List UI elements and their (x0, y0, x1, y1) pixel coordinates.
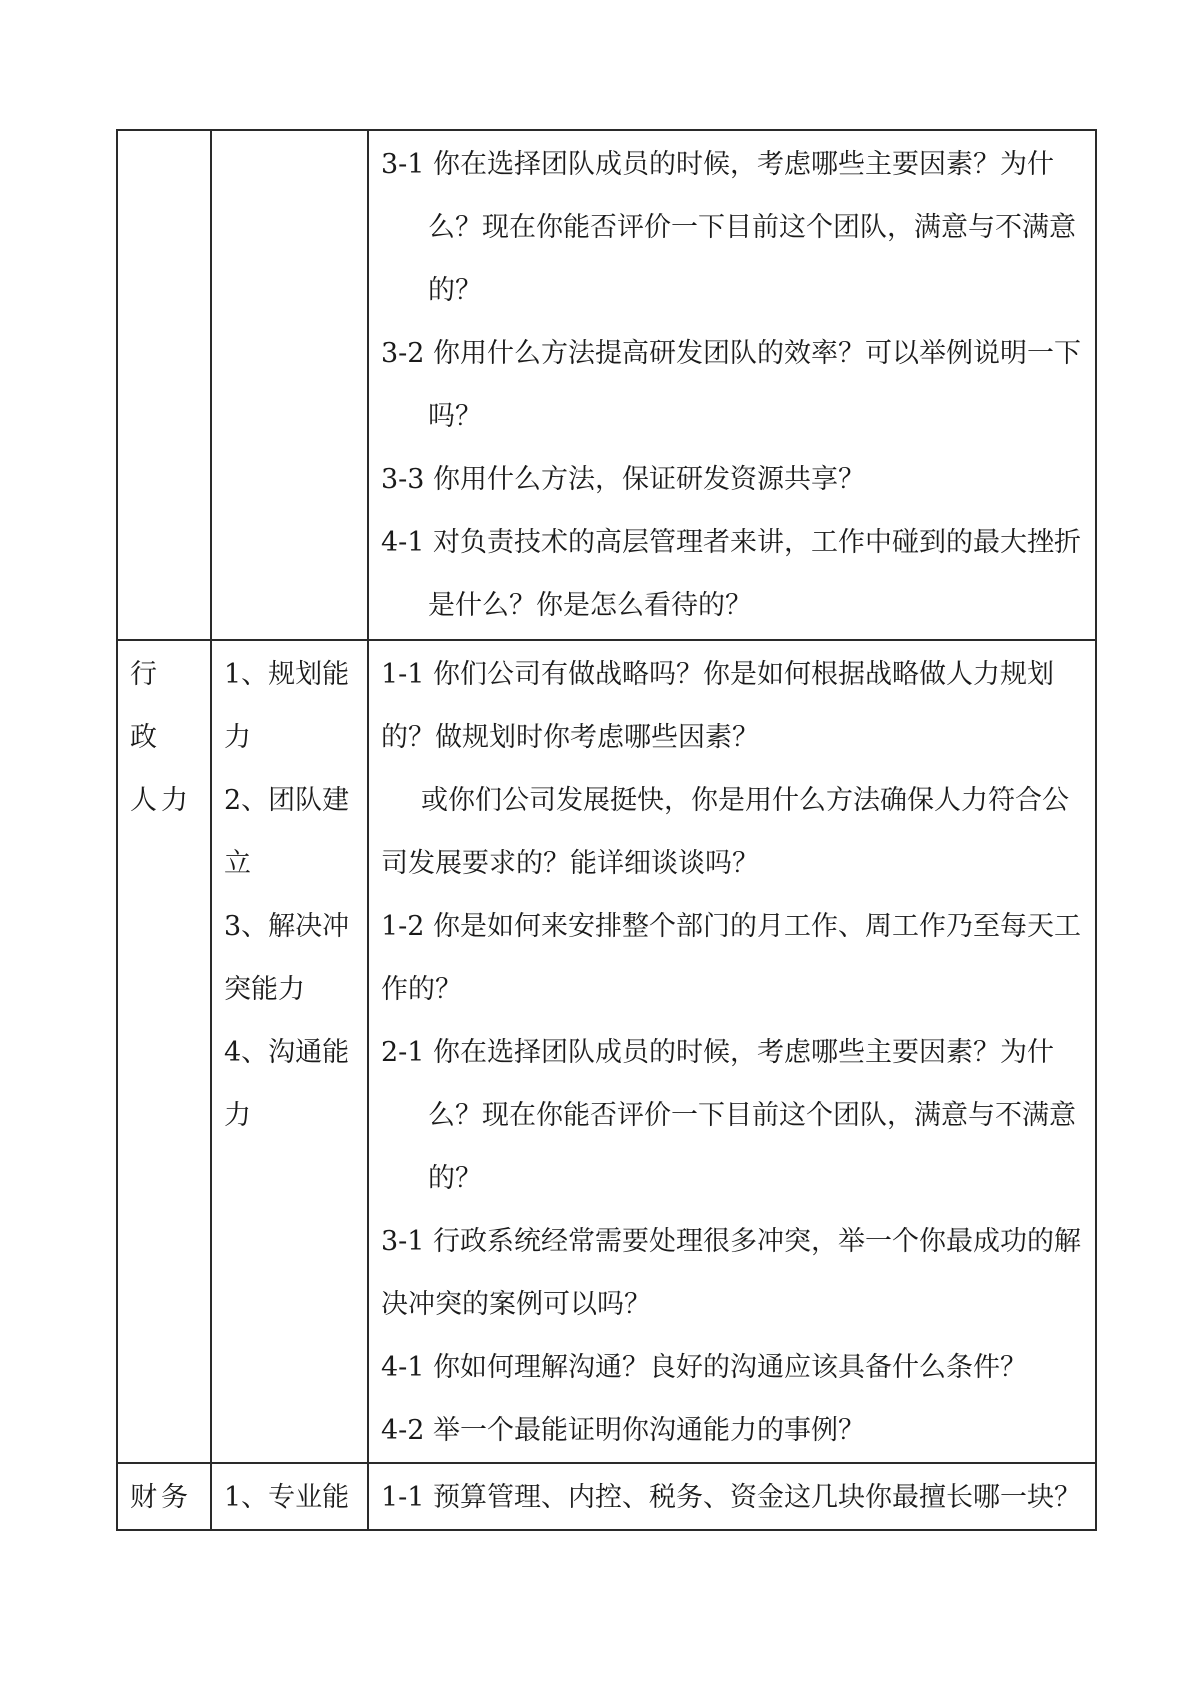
question-item: 1-1 你们公司有做战略吗？你是如何根据战略做人力规划的？做规划时你考虑哪些因素？ (381, 659, 1055, 753)
question-item: 1-2 你是如何来安排整个部门的月工作、周工作乃至每天工作的？ (381, 911, 1082, 1005)
competency-item: 4、沟通能力 (224, 1037, 350, 1131)
question-item: 3-1 行政系统经常需要处理很多冲突，举一个你最成功的解决冲突的案例可以吗？ (381, 1226, 1082, 1320)
question-item: 3-3 你用什么方法，保证研发资源共享？ (381, 464, 866, 495)
question-item: 4-1 对负责技术的高层管理者来讲，工作中碰到的最大挫折是什么？你是怎么看待的？ (381, 527, 1082, 621)
competency-cell (211, 130, 368, 640)
question-cell (368, 130, 1096, 640)
competency-item: 3、解决冲突能力 (224, 911, 350, 1005)
question-item: 2-1 你在选择团队成员的时候，考虑哪些主要因素？为什么？现在你能否评价一下目前这个团队，满意与不满意的？ (381, 1037, 1076, 1194)
competency-cell (211, 640, 368, 1463)
category-cell (117, 640, 211, 1463)
table-row-finance (117, 1463, 1096, 1530)
question-item: 3-1 你在选择团队成员的时候，考虑哪些主要因素？为什么？现在你能否评价一下目前这个团队，满意与不满意的？ (381, 149, 1076, 306)
question-item: 或你们公司发展挺快，你是用什么方法确保人力符合公司发展要求的？能详细谈谈吗？ (381, 785, 1069, 879)
competency-item: 2、团队建立 (224, 785, 350, 879)
category-label: 财务 (130, 1482, 192, 1513)
category-cell (117, 130, 211, 640)
competency-item: 1、规划能力 (224, 659, 350, 753)
category-label: 行 政 人力 (130, 659, 192, 816)
question-item: 4-1 你如何理解沟通？良好的沟通应该具备什么条件？ (381, 1352, 1028, 1383)
question-cell (368, 640, 1096, 1463)
competency-cell (211, 1463, 368, 1530)
interview-question-table (116, 129, 1097, 1531)
question-item: 1-1 预算管理、内控、税务、资金这几块你最擅长哪一块？ (381, 1482, 1082, 1513)
table-row-rd (117, 130, 1096, 640)
category-cell (117, 1463, 211, 1530)
competency-item: 1、专业能 (224, 1482, 350, 1513)
table-row-admin-hr (117, 640, 1096, 1463)
question-item: 4-2 举一个最能证明你沟通能力的事例？ (381, 1415, 866, 1446)
question-item: 3-2 你用什么方法提高研发团队的效率？可以举例说明一下吗？ (381, 338, 1082, 432)
table-body (117, 130, 1096, 1530)
question-cell (368, 1463, 1096, 1530)
